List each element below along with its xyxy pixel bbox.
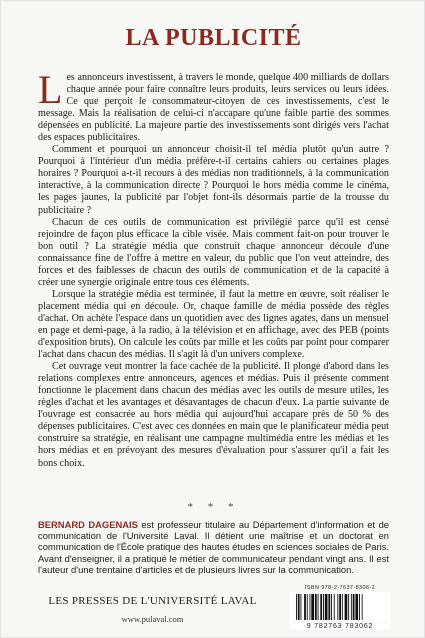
barcode-icon <box>290 592 390 622</box>
author-bio-text: est professeur titulaire au Département d'information et de communication de l'Université Laval. Il détient une maîtrise et un doctorat en communication de l'École pratique des hautes études en sciences sociales de Paris. Avant d'enseigner, il a pratiqué le métier de communicateur pendant vingt ans. Il est l'auteur d'une trentaine d'articles et de plusieurs livres sur la communication. <box>38 519 390 575</box>
description-text <box>38 67 389 470</box>
author-bio <box>38 519 389 575</box>
paragraph-1: Les annonceurs investissent, à travers le monde, quelque 400 milliards de dollars chaque année pour faire connaître leurs produits, leurs services ou leurs idées. Ce que perçoit le consommateur-citoyen de ces investissements, c'est le message. Mais la réalisation de celui-ci n'accapare qu'une faible partie des sommes dépensées en publicité. La majeure partie des investissements sont dirigés vers l'achat des espaces publicitaires. <box>38 67 389 144</box>
publisher-website: www.pulaval.com <box>121 614 184 624</box>
section-separator: * * * <box>187 501 240 513</box>
paragraph-4: Lorsque la stratégie média est terminée, il faut la mettre en œuvre, soit réaliser le placement média qui en découle. Or, chaque famille de média possède des règles d'achat. On achète l'espace dans un quotidien avec des lignes agates, dans un mensuel en page et demi-page, à la radio, à la télévision et en affichage, avec des PEB (points d'exposition bruts). On calcule les coûts par mille et les coûts par point pour comparer l'achat dans chacun des médias. Il s'agit là d'un univers complexe. <box>38 288 389 361</box>
author-name: BERNARD DAGENAIS <box>38 519 138 530</box>
drop-cap: L <box>38 67 63 112</box>
isbn-label: ISBN 978-2-7637-8306-2 <box>304 585 376 591</box>
publisher-name: LES PRESSES DE L'UNIVERSITÉ LAVAL <box>48 595 257 607</box>
paragraph-2: Comment et pourquoi un annonceur choisit-il tel média plutôt qu'un autre ? Pourquoi à l'intérieur d'un média préfère-t-il certains cahiers ou certaines plages horaires ? Pourquoi a-t-il recours à des médias non traditionnels, à la communication interactive, à la communication directe ? Pourquoi le hors média comme le cinéma, les pages jaunes, la publicité par l'objet font-ils désormais partie de la trousse du publicitaire ? <box>38 144 389 216</box>
barcode-number: 9 782763 783062 <box>290 623 390 630</box>
paragraph-3: Chacun de ces outils de communication est privilégié parce qu'il est censé rejoindre de façon plus efficace la cible visée. Mais comment fait-on pour trouver le bon outil ? La stratégie média que construit chaque annonceur découle d'une connaissance fine de l'offre à mettre en valeur, du public que l'on veut atteindre, des forces et des faiblesses de chacun des outils de communication et de la capacité à créer une synergie originale entre tous ces éléments. <box>38 216 389 288</box>
book-title: LA PUBLICITÉ <box>125 25 302 51</box>
paragraph-5: Cet ouvrage veut montrer la face cachée de la publicité. Il plonge d'abord dans les relations complexes entre annonceurs, agences et médias. Puis il présente comment fonctionne le placement dans chacun des médias avec les outils de mesure utiles, les règles d'achat et les avantages et désavantages de chacun d'eux. La partie suivante de l'ouvrage est consacrée au hors média qui aujourd'hui accapare près de 50 % des dépenses publicitaires. C'est avec ces données en main que le planificateur média peut construire sa stratégie, en réalisant une campagne multimédia entre les médias et les hors médias et en prévoyant des mesures d'évaluation pour s'assurer qu'il a fait les bons choix. <box>38 361 389 469</box>
